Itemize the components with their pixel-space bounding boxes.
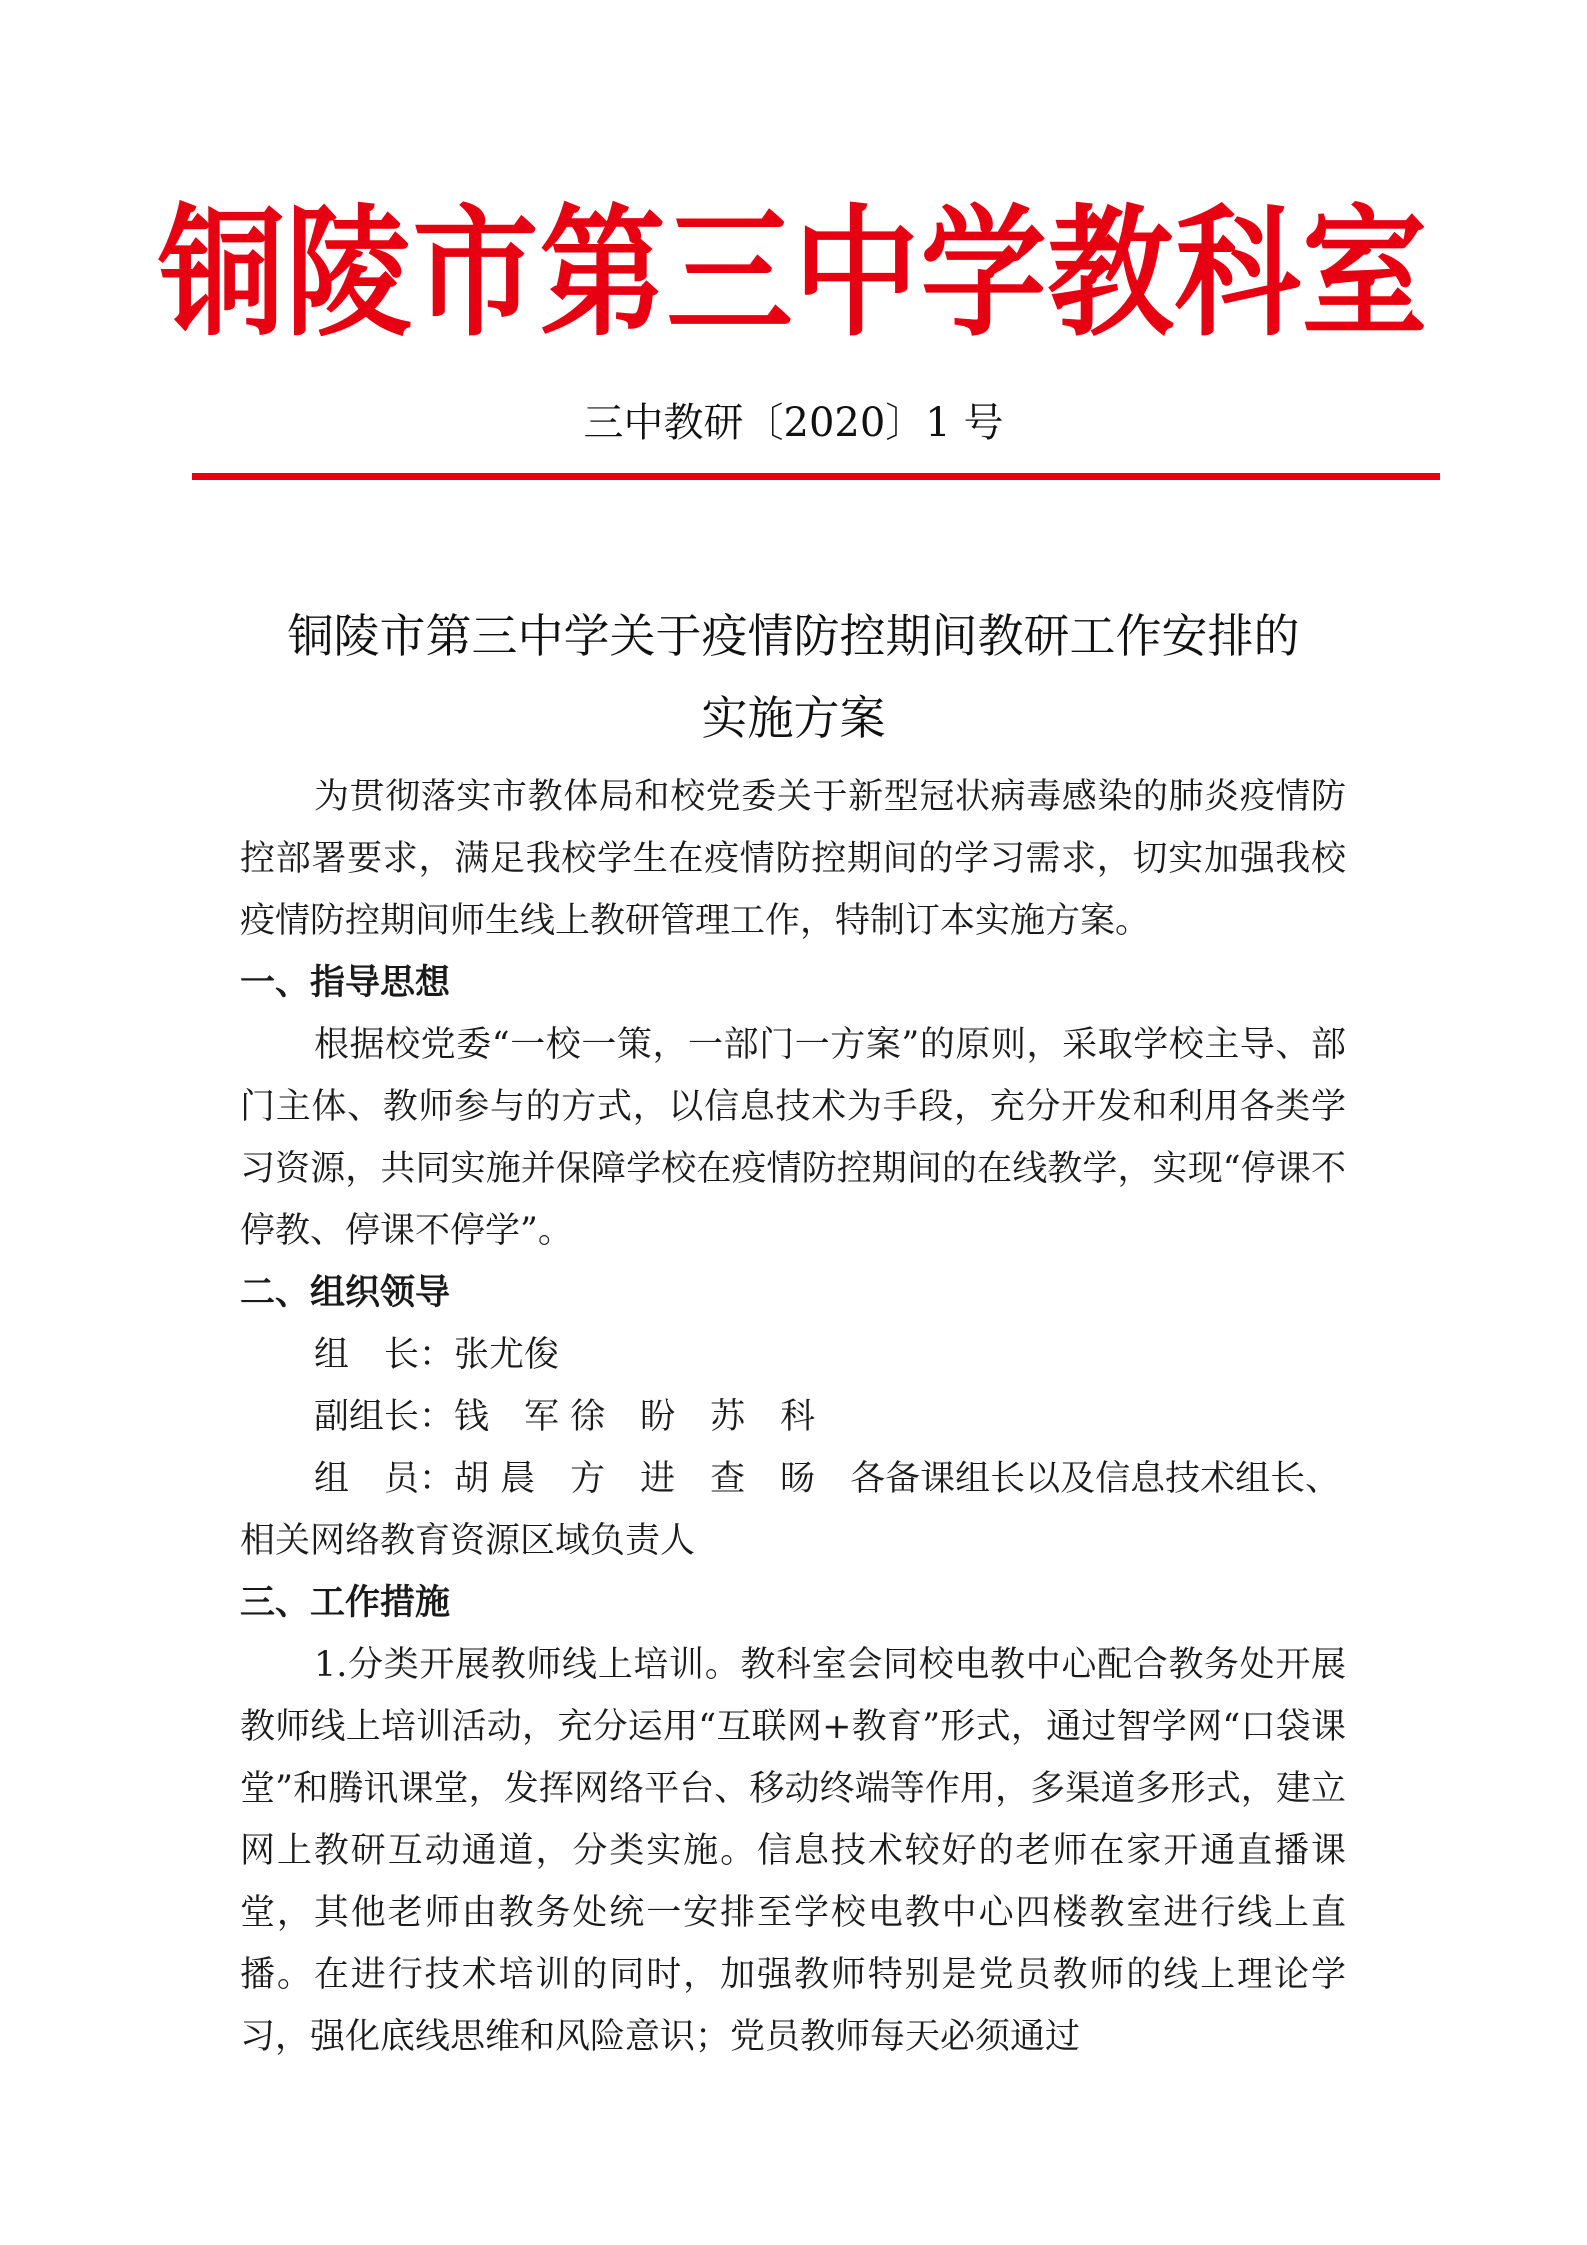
document-body: [240, 766, 1346, 2068]
masthead-title: 铜陵市第三中学教科室: [158, 191, 1429, 356]
group-members: 组 员：胡 晨 方 进 查 旸 各备课组长以及信息技术组长、相关网络教育资源区域负责人: [240, 1459, 1341, 1561]
document-number: 三中教研〔2020〕1 号: [583, 400, 1004, 446]
section3-heading: 三、工作措施: [240, 1583, 451, 1623]
document-title-line2: 实施方案: [701, 691, 886, 745]
intro-paragraph: 为贯彻落实市教体局和校党委关于新型冠状病毒感染的肺炎疫情防控部署要求，满足我校学生在疫情防控期间的学习需求，切实加强我校疫情防控期间师生线上教研管理工作，特制订本实施方案。: [240, 777, 1346, 941]
group-leader: 组 长：张尤俊: [314, 1335, 560, 1375]
section1-paragraph: 根据校党委“一校一策，一部门一方案”的原则，采取学校主导、部门主体、教师参与的方式，以信息技术为手段，充分开发和利用各类学习资源，共同实施并保障学校在疫情防控期间的在线教学，实现“停课不停教、停课不停学”。: [240, 1025, 1346, 1251]
group-deputy: 副组长：钱 军 徐 盼 苏 科: [314, 1397, 816, 1437]
section2-heading: 二、组织领导: [240, 1273, 451, 1313]
section1-heading: 一、指导思想: [240, 963, 451, 1003]
section3-item1-paragraph: 1.分类开展教师线上培训。教科室会同校电教中心配合教务处开展教师线上培训活动，充分运用“互联网+教育”形式，通过智学网“口袋课堂”和腾讯课堂，发挥网络平台、移动终端等作用，多渠道多形式，建立网上教研互动通道，分类实施。信息技术较好的老师在家开通直播课堂，其他老师由教务处统一安排至学校电教中心四楼教室进行线上直播。在进行技术培训的同时，加强教师特别是党员教师的线上理论学习，强化底线思维和风险意识；党员教师每天必须通过: [240, 1645, 1346, 2057]
document-title-line1: 铜陵市第三中学关于疫情防控期间教研工作安排的: [287, 609, 1300, 663]
red-divider-line: [192, 473, 1440, 480]
